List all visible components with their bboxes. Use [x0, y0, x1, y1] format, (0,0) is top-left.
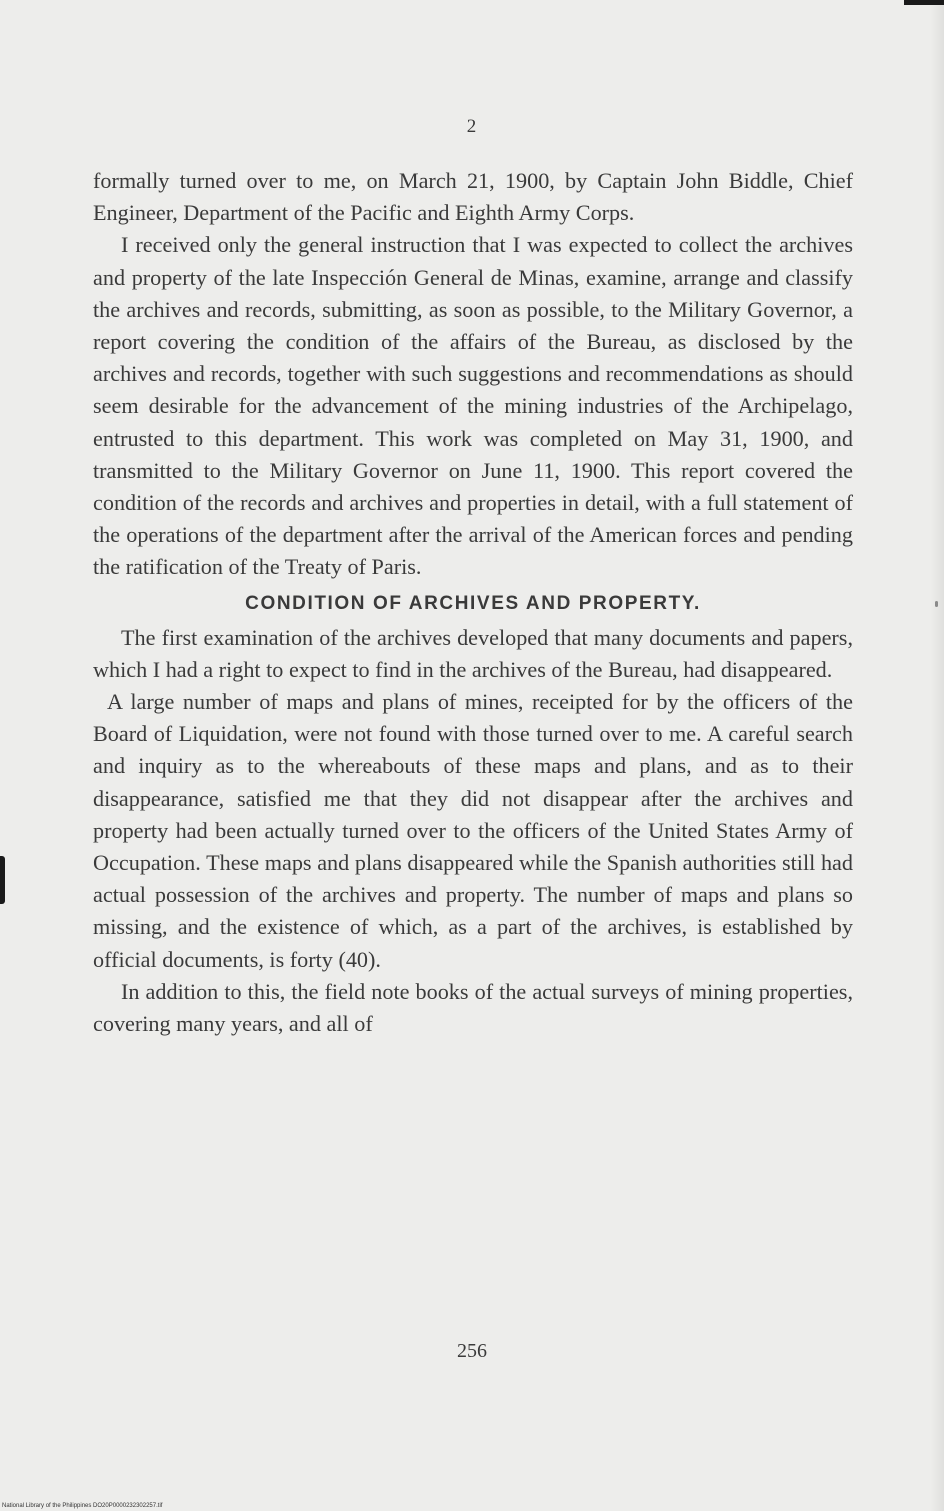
- page-number: 2: [466, 116, 478, 137]
- microfilm-caption: National Library of the Philippines DO20P0000232302257.tif: [2, 1503, 163, 1509]
- page-edge-shadow: [930, 0, 944, 1511]
- paragraph-field-note-books: In addition to this, the field note books of the actual surveys of mining properties, covering many years, and all of: [93, 978, 853, 1037]
- footer-page-number: 256: [457, 1340, 487, 1362]
- scan-speck: [935, 601, 938, 607]
- scan-binding-mark: [0, 856, 5, 904]
- paragraph-instructions: I received only the general instruction that I was expected to collect the archives and property of the late Inspección General de Minas, examine, arrange and classify the archives and records, submitting, as soon as possible, to the Military Governor, a report covering the condition of the affairs of the Bureau, as disclosed by the archives and records, together with such suggestions and recommendations as should seem desirable for the advancement of the mining industries of the Archipelago, entrusted to this department. This work was completed on May 31, 1900, and transmitted to the Military Governor on June 11, 1900. This report covered the condition of the records and archives and properties in detail, with a full statement of the operations of the department after the arrival of the American forces and pending the ratification of the Treaty of Paris.: [93, 232, 853, 580]
- scan-corner-mark: [904, 0, 944, 5]
- paragraph-first-examination: The first examination of the archives developed that many documents and papers, which I had a right to expect to find in the archives of the Bureau, had disappeared.: [93, 624, 853, 682]
- document-body: [93, 165, 853, 1040]
- section-heading: CONDITION OF ARCHIVES AND PROPERTY.: [245, 592, 701, 614]
- paragraph-continuation: formally turned over to me, on March 21, 1900, by Captain John Biddle, Chief Engineer, Department of the Pacific and Eighth Army Corps.: [93, 168, 853, 226]
- paragraph-missing-maps: A large number of maps and plans of mines, receipted for by the officers of the Board of Liquidation, were not found with those turned over to me. A careful search and inquiry as to the whereabouts of these maps and plans, and as to their disappearance, satisfied me that they did not disappear after the archives and property had been actually turned over to the officers of the United States Army of Occupation. These maps and plans disappeared while the Spanish authorities still had actual possession of the archives and property. The number of maps and plans so missing, and the existence of which, as a part of the archives, is established by official documents, is forty (40).: [93, 689, 853, 972]
